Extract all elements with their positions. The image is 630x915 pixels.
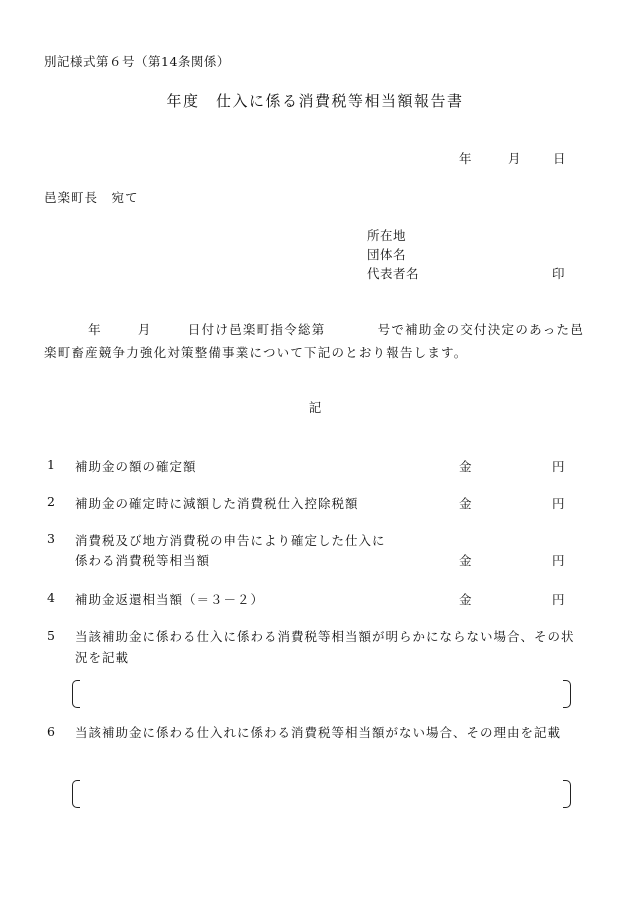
organization-label: 団体名: [367, 247, 407, 262]
item-1-number: 1: [47, 457, 55, 472]
item-5-bracket-right: [563, 680, 571, 708]
item-6-bracket-left: [72, 780, 80, 808]
form-number: 別記様式第６号（第14条関係）: [44, 54, 230, 69]
addressee: 邑楽町長 宛て: [44, 190, 139, 205]
item-3-number: 3: [47, 531, 55, 546]
item-3-yen: 円: [552, 553, 565, 568]
body-month: 月: [137, 322, 152, 337]
item-6-bracket-right: [563, 780, 571, 808]
item-5-text: 当該補助金に係わる仕入に係わる消費税等相当額が明らかにならない場合、その状況を記載: [75, 629, 575, 665]
item-5-number: 5: [47, 628, 55, 643]
item-6-text: 当該補助金に係わる仕入れに係わる消費税等相当額がない場合、その理由を記載: [75, 725, 562, 740]
item-4-text: 補助金返還相当額（＝３－２）: [75, 592, 265, 607]
date-year-label: 年: [459, 151, 472, 166]
ki-heading: 記: [308, 400, 322, 415]
item-2-number: 2: [47, 494, 55, 509]
item-3-kin: 金: [459, 553, 472, 568]
item-1-text: 補助金の額の確定額: [75, 459, 197, 474]
date-month-label: 月: [508, 151, 521, 166]
item-6-number: 6: [47, 724, 55, 739]
item-4-yen: 円: [552, 592, 565, 607]
item-2-text: 補助金の確定時に減額した消費税仕入控除税額: [75, 496, 359, 511]
body-main-text: 号で補助金の交付決定のあった邑楽町畜産競争力強化対策整備事業について下記のとおり報告します。: [44, 322, 585, 360]
address-label: 所在地: [367, 228, 407, 243]
document-title: 年度 仕入に係る消費税等相当額報告書: [166, 92, 464, 110]
item-4-number: 4: [47, 590, 55, 605]
body-date-ref: 日付け邑楽町指令総第: [187, 322, 326, 337]
item-1-yen: 円: [552, 459, 565, 474]
item-1-kin: 金: [459, 459, 472, 474]
item-5-bracket-left: [72, 680, 80, 708]
date-day-label: 日: [553, 151, 566, 166]
report-body-paragraph: [44, 318, 584, 364]
item-4-kin: 金: [459, 592, 472, 607]
item-3-text-line1: 消費税及び地方消費税の申告により確定した仕入に: [75, 533, 386, 548]
seal-mark: 印: [552, 266, 565, 281]
representative-label: 代表者名: [367, 266, 420, 281]
item-2-kin: 金: [459, 496, 472, 511]
body-year: 年: [88, 322, 102, 337]
item-3-text-line2: 係わる消費税等相当額: [75, 553, 211, 568]
item-2-yen: 円: [552, 496, 565, 511]
